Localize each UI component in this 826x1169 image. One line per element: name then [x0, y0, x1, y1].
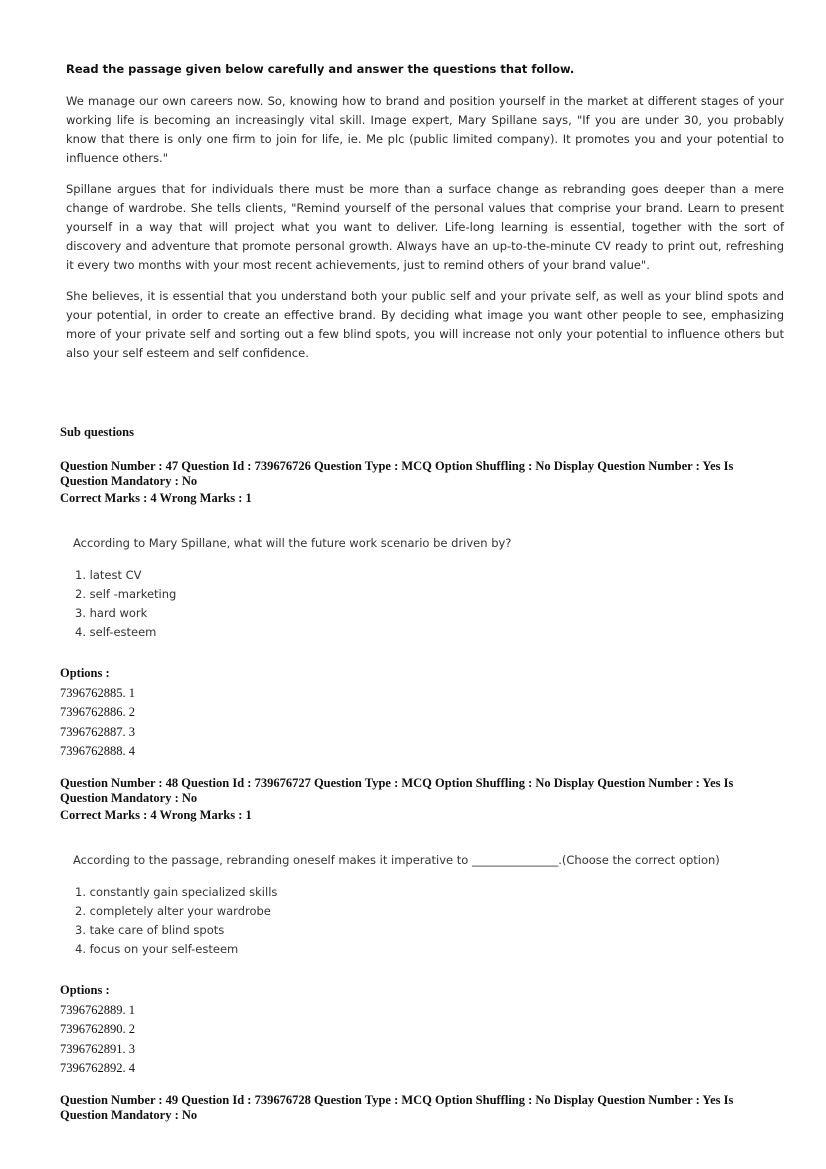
option-item: 7396762887. 3: [60, 724, 135, 739]
choice-item: 1. latest CV: [75, 568, 142, 582]
choice-item: 3. hard work: [75, 606, 148, 620]
option-item: 7396762889. 1: [60, 1002, 135, 1017]
question-mandatory: Question Mandatory : No: [60, 1108, 198, 1122]
question-meta-line: Question Number : 48 Question Id : 739676727 Question Type : MCQ Option Shuffling : No Display Question Number : Yes Is: [60, 776, 734, 790]
option-item: 7396762892. 4: [60, 1061, 135, 1075]
question-mandatory: Question Mandatory : No: [60, 791, 198, 805]
choice-item: 3. take care of blind spots: [75, 923, 225, 937]
option-item: 7396762888. 4: [60, 744, 135, 758]
option-item: 7396762885. 1: [60, 685, 135, 700]
question-47-choices: [75, 566, 176, 642]
question-48-text: According to the passage, rebranding oneself makes it imperative to _______________.(Choose the correct option): [73, 853, 720, 867]
question-49-meta: [60, 1093, 760, 1123]
question-48-options: [60, 981, 135, 1079]
question-47-text: According to Mary Spillane, what will the future work scenario be driven by?: [73, 536, 512, 550]
option-item: 7396762886. 2: [60, 705, 135, 719]
question-47-options: [60, 664, 135, 762]
choice-item: 1. constantly gain specialized skills: [75, 885, 278, 899]
sub-questions-label: Sub questions: [60, 425, 134, 439]
passage-paragraph: She believes, it is essential that you understand both your public self and your private self, as well as your blind spots and your potential, in order to create an effective brand. By deciding what image you want other people to see, emphasizing more of your private self and sorting out a few blind spots, you will increase not only your potential to influence others but also your self esteem and self confidence.: [66, 289, 784, 360]
option-item: 7396762890. 2: [60, 1022, 135, 1036]
question-meta-line: Question Number : 49 Question Id : 739676728 Question Type : MCQ Option Shuffling : No Display Question Number : Yes Is: [60, 1093, 734, 1107]
passage-paragraph: Spillane argues that for individuals there must be more than a surface change as rebranding goes deeper than a mere change of wardrobe. She tells clients, "Remind yourself of the personal values that comprise your brand. Learn to present yourself in a way that will project what you want to deliver. Life-long learning is essential, together with the sort of discovery and adventure that promote personal growth. Always have an up-to-the-minute CV ready to print out, refreshing it every two months with your most recent achievements, just to remind others of your brand value".: [66, 182, 784, 272]
choice-item: 4. self-esteem: [75, 625, 157, 639]
choice-item: 4. focus on your self-esteem: [75, 942, 239, 956]
question-marks: Correct Marks : 4 Wrong Marks : 1: [60, 808, 252, 822]
choice-item: 2. self -marketing: [75, 587, 177, 601]
question-mandatory: Question Mandatory : No: [60, 474, 198, 488]
passage-paragraph: We manage our own careers now. So, knowing how to brand and position yourself in the market at different stages of your working life is becoming an increasingly vital skill. Image expert, Mary Spillane says, "If you are under 30, you probably know that there is only one firm to join for life, ie. Me plc (public limited company). It promotes you and your potential to influence others.": [66, 94, 784, 165]
question-marks: Correct Marks : 4 Wrong Marks : 1: [60, 491, 252, 505]
question-meta-line: Question Number : 47 Question Id : 739676726 Question Type : MCQ Option Shuffling : No Display Question Number : Yes Is: [60, 459, 734, 473]
question-48-choices: [75, 883, 277, 959]
options-label: Options :: [60, 666, 110, 680]
question-48-meta: [60, 776, 760, 823]
passage-heading: Read the passage given below carefully and answer the questions that follow.: [66, 62, 575, 76]
option-item: 7396762891. 3: [60, 1041, 135, 1056]
question-47-meta: [60, 459, 760, 506]
choice-item: 2. completely alter your wardrobe: [75, 904, 271, 918]
passage: [66, 60, 784, 375]
options-label: Options :: [60, 983, 110, 997]
